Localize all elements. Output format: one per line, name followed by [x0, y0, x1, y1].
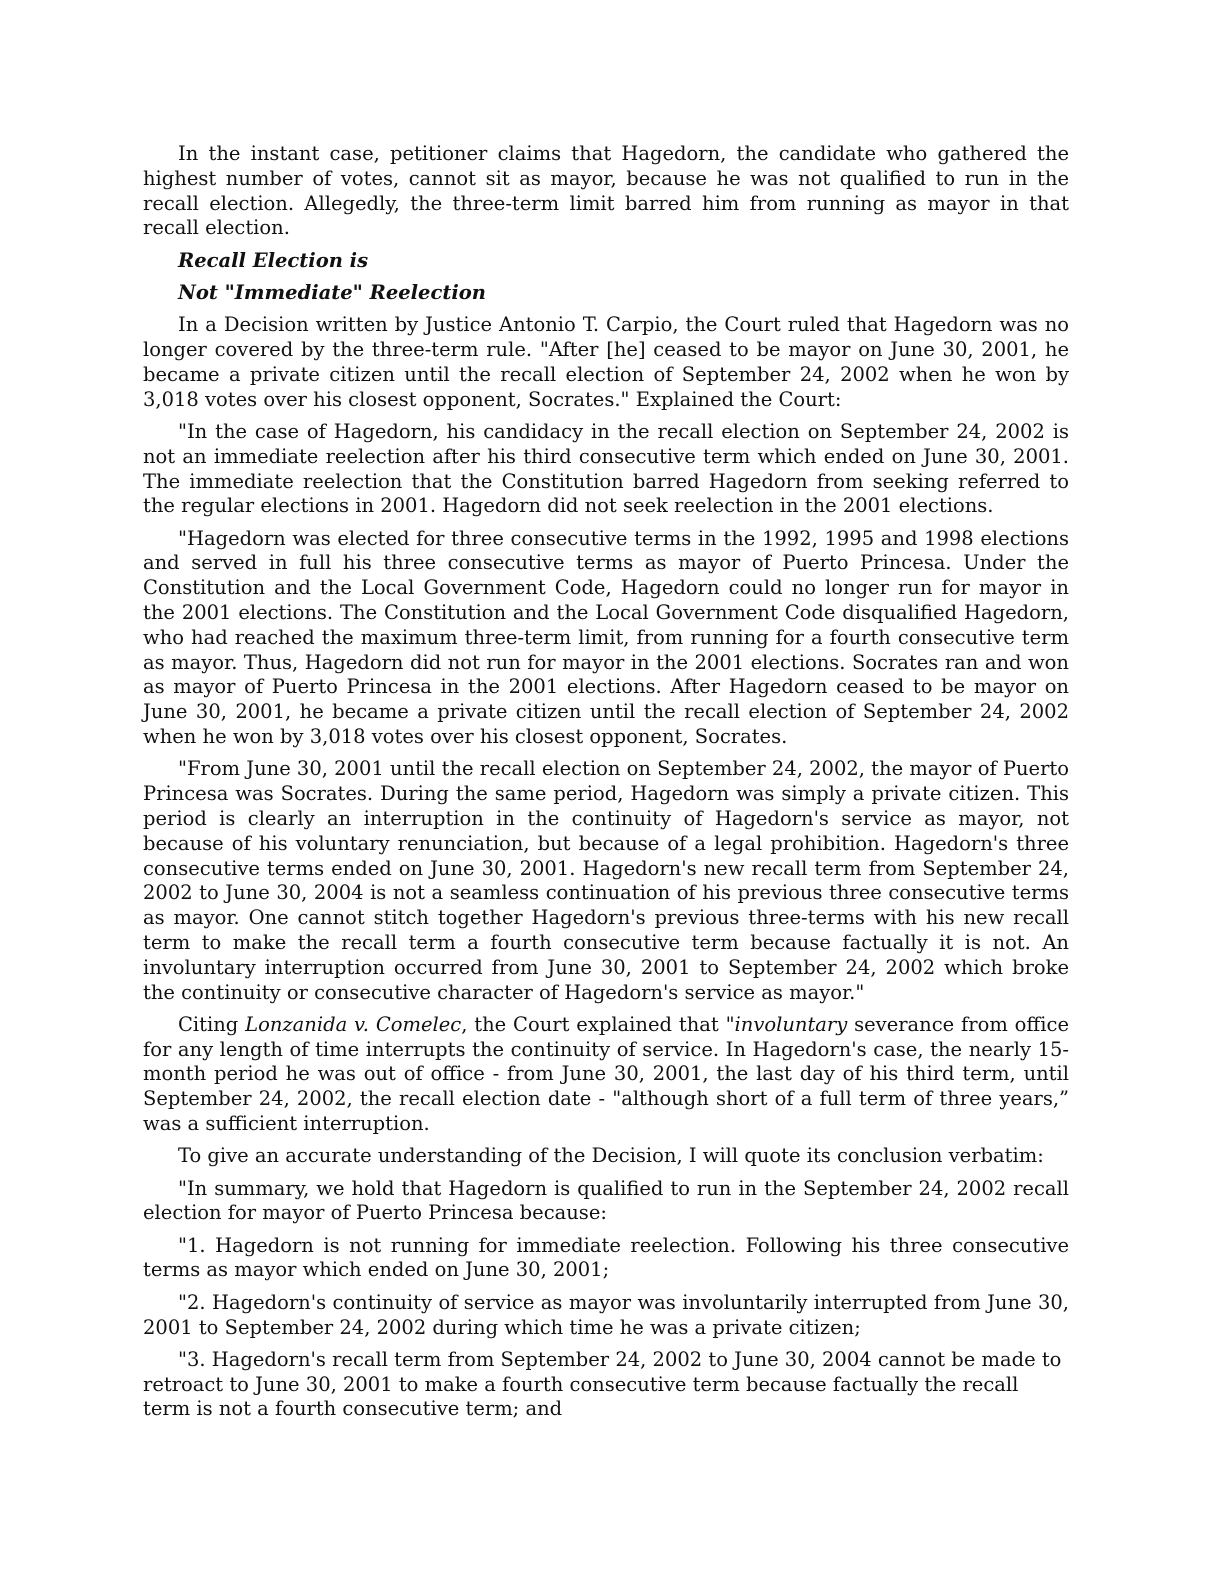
section-heading-line2: Not "Immediate" Reelection	[178, 280, 486, 304]
emphasized-word: involuntary	[734, 1012, 848, 1036]
paragraph-lonzanida-citation	[143, 1013, 1069, 1137]
citation-intro-text: Citing	[178, 1012, 246, 1036]
case-name: Lonzanida v. Comelec	[245, 1012, 462, 1036]
citation-mid-text: , the Court explained that "	[461, 1012, 735, 1036]
paragraph-point-1: "1. Hagedorn is not running for immediate reelection. Following his three consecutive terms as mayor which ended on June 30, 2001;	[143, 1233, 1069, 1282]
paragraph-decision-summary: In a Decision written by Justice Antonio T. Carpio, the Court ruled that Hagedorn was no longer covered by the three-term rule. "After [he] ceased to be mayor on June 30, 2001, he became a private citizen until the recall election of September 24, 2002 when he won by 3,018 votes over his closest opponent, Socrates." Explained the Court:	[143, 313, 1069, 411]
paragraph-quote-candidacy: "In the case of Hagedorn, his candidacy in the recall election on September 24, 2002 is not an immediate reelection after his third consecutive term which ended on June 30, 2001. The immediate reelection that the Constitution barred Hagedorn from seeking referred to the regular elections in 2001. Hagedorn did not seek reelection in the 2001 elections.	[143, 419, 1069, 518]
document-page	[143, 142, 1069, 1430]
paragraph-point-2: "2. Hagedorn's continuity of service as mayor was involuntarily interrupted from June 30, 2001 to September 24, 2002 during which time he was a private citizen;	[143, 1290, 1069, 1339]
paragraph-quote-interruption: "From June 30, 2001 until the recall election on September 24, 2002, the mayor of Puerto Princesa was Socrates. During the same period, Hagedorn was simply a private citizen. This period is clearly an interruption in the continuity of Hagedorn's service as mayor, not because of his voluntary renunciation, but because of a legal prohibition. Hagedorn's three consecutive terms ended on June 30, 2001. Hagedorn's new recall term from September 24, 2002 to June 30, 2004 is not a seamless continuation of his previous three consecutive terms as mayor. One cannot stitch together Hagedorn's previous three-terms with his new recall term to make the recall term a fourth consecutive term because factually it is not. An involuntary interruption occurred from June 30, 2001 to September 24, 2002 which broke the continuity or consecutive character of Hagedorn's service as mayor."	[143, 757, 1069, 1004]
paragraph-quote-three-terms: "Hagedorn was elected for three consecutive terms in the 1992, 1995 and 1998 elections and served in full his three consecutive terms as mayor of Puerto Princesa. Under the Constitution and the Local Government Code, Hagedorn could no longer run for mayor in the 2001 elections. The Constitution and the Local Government Code disqualified Hagedorn, who had reached the maximum three-term limit, from running for a fourth consecutive term as mayor. Thus, Hagedorn did not run for mayor in the 2001 elections. Socrates ran and won as mayor of Puerto Princesa in the 2001 elections. After Hagedorn ceased to be mayor on June 30, 2001, he became a private citizen until the recall election of September 24, 2002 when he won by 3,018 votes over his closest opponent, Socrates.	[143, 526, 1069, 749]
citation-rest-text: severance from office for any length of time interrupts the continuity of service. In Hagedorn's case, the nearly 15-month period he was out of office - from June 30, 2001, the last day of his third term, until September 24, 2002, the recall election date - "although short of a full term of three years,” was a sufficient interruption.	[143, 1012, 1069, 1135]
paragraph-point-3: "3. Hagedorn's recall term from September 24, 2002 to June 30, 2004 cannot be made to retroact to June 30, 2001 to make a fourth consecutive term because factually the recall term is not a fourth consecutive term; and	[143, 1347, 1062, 1421]
section-heading-line1: Recall Election is	[178, 248, 369, 272]
paragraph-summary-holding: "In summary, we hold that Hagedorn is qualified to run in the September 24, 2002 recall election for mayor of Puerto Princesa because:	[143, 1176, 1069, 1225]
paragraph-petitioner-claim: In the instant case, petitioner claims that Hagedorn, the candidate who gathered the highest number of votes, cannot sit as mayor, because he was not qualified to run in the recall election. Allegedly, the three-term limit barred him from running as mayor in that recall election.	[143, 142, 1069, 240]
paragraph-quote-intro: To give an accurate understanding of the Decision, I will quote its conclusion verbatim:	[178, 1144, 1044, 1168]
